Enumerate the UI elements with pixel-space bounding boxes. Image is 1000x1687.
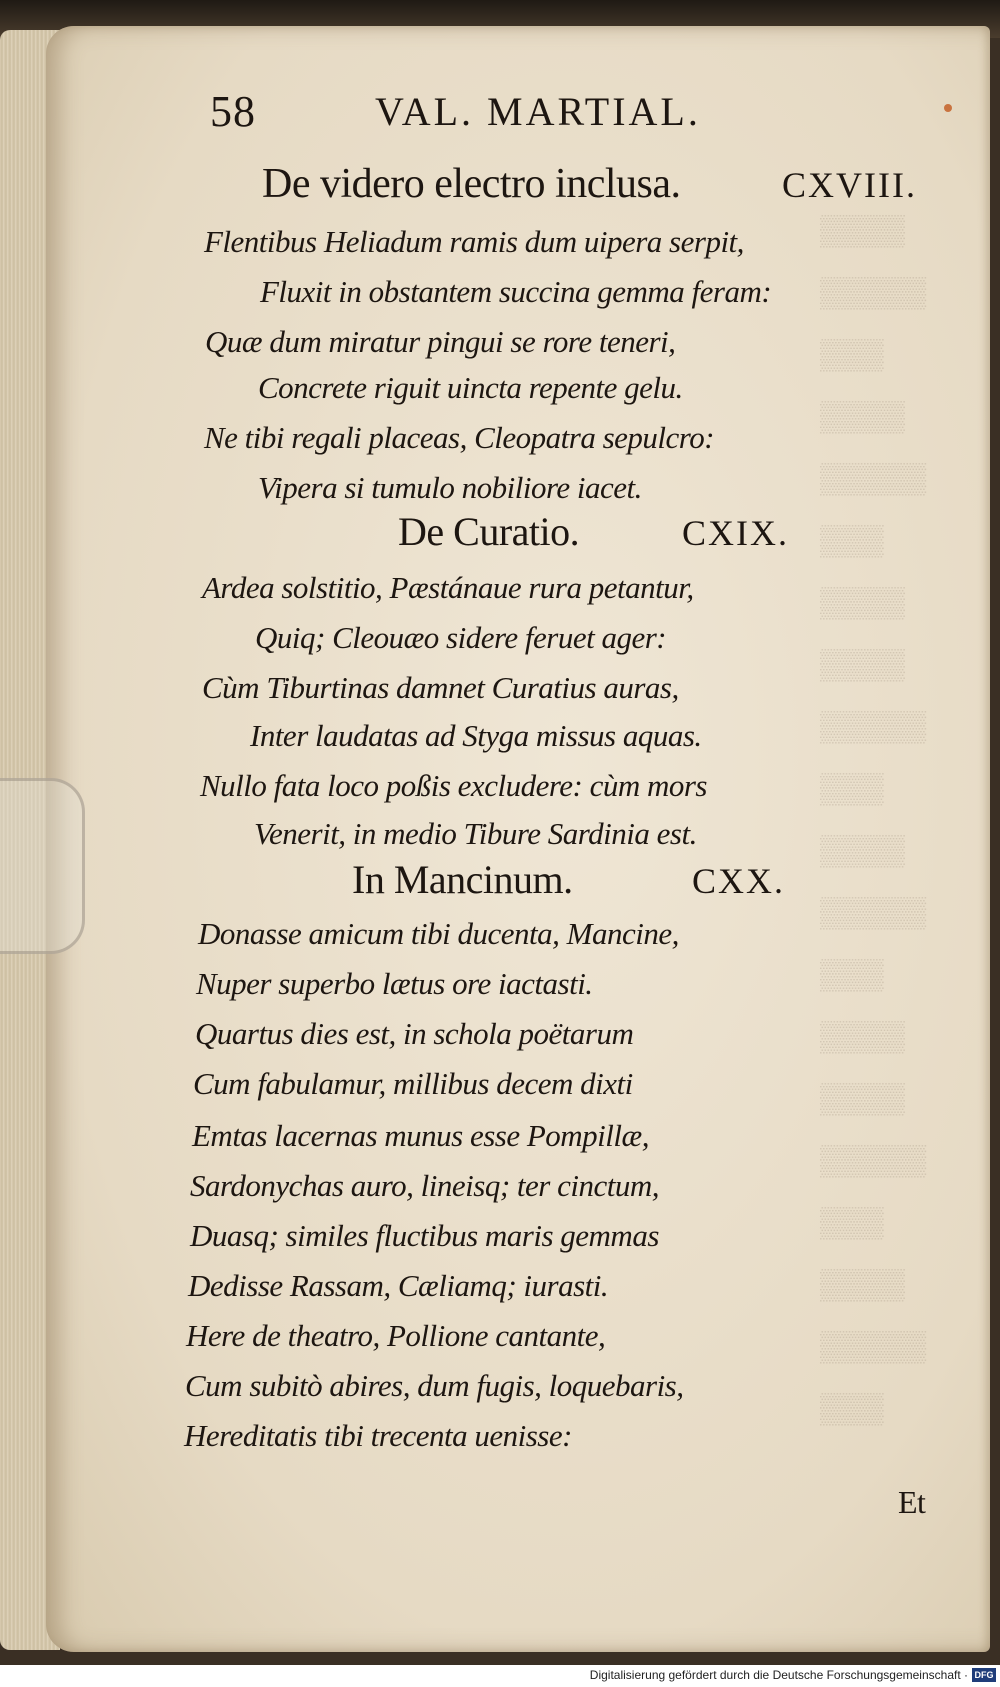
verse-line: Concrete riguit uincta repente gelu. [258, 370, 683, 405]
verse-line: Emtas lacernas munus esse Pompillæ, [192, 1118, 649, 1153]
digitization-credit: Digitalisierung gefördert durch die Deutsche Forschungsgemeinschaft · [589, 1668, 968, 1682]
poem-numeral: CXVIII. [782, 165, 917, 205]
poem-title: De videro electro inclusa. [262, 161, 681, 207]
verse-line: Dedisse Rassam, Cæliamq; iurasti. [188, 1268, 609, 1303]
verse-line: Venerit, in medio Tibure Sardinia est. [254, 816, 697, 851]
verse-line: Ardea solstitio, Pæstánaue rura petantur, [202, 570, 694, 605]
page-number: 58 [210, 87, 256, 136]
poem-numeral: CXX. [692, 861, 786, 901]
dfg-logo: DFG [972, 1668, 996, 1682]
footer-bar [0, 1665, 1000, 1687]
verse-line: Quæ dum miratur pingui se rore teneri, [205, 324, 676, 359]
verse-line: Cùm Tiburtinas damnet Curatius auras, [202, 670, 679, 705]
verse-line: Hereditatis tibi trecenta uenisse: [184, 1418, 572, 1453]
poem-title: In Mancinum. [352, 857, 573, 902]
verse-line: Nuper superbo lætus ore iactasti. [196, 966, 593, 1001]
verse-line: Inter laudatas ad Styga missus aquas. [250, 718, 702, 753]
verse-line: Quiq; Cleouæo sidere feruet ager: [255, 620, 667, 655]
verse-line: Ne tibi regali placeas, Cleopatra sepulcro: [204, 420, 715, 455]
verse-line: Cum fabulamur, millibus decem dixti [193, 1066, 633, 1101]
verse-line: Here de theatro, Pollione cantante, [186, 1318, 606, 1353]
poem-numeral: CXIX. [682, 513, 789, 553]
verse-line: Quartus dies est, in schola poëtarum [195, 1016, 634, 1051]
verse-line: Cum subitò abires, dum fugis, loquebaris, [185, 1368, 684, 1403]
running-head: VAL. MARTIAL. [375, 89, 701, 134]
catchword: Et [898, 1484, 926, 1520]
verse-line: Donasse amicum tibi ducenta, Mancine, [198, 916, 679, 951]
verse-line: Nullo fata loco poßis excludere: cùm mors [200, 768, 707, 803]
verse-line: Flentibus Heliadum ramis dum uipera serpit, [204, 224, 744, 259]
verse-line: Vipera si tumulo nobiliore iacet. [258, 470, 642, 505]
verse-line: Duasq; similes fluctibus maris gemmas [190, 1218, 659, 1253]
verse-line: Fluxit in obstantem succina gemma feram: [260, 274, 772, 309]
poem-title: De Curatio. [398, 509, 580, 554]
verse-line: Sardonychas auro, lineisq; ter cinctum, [190, 1168, 659, 1203]
